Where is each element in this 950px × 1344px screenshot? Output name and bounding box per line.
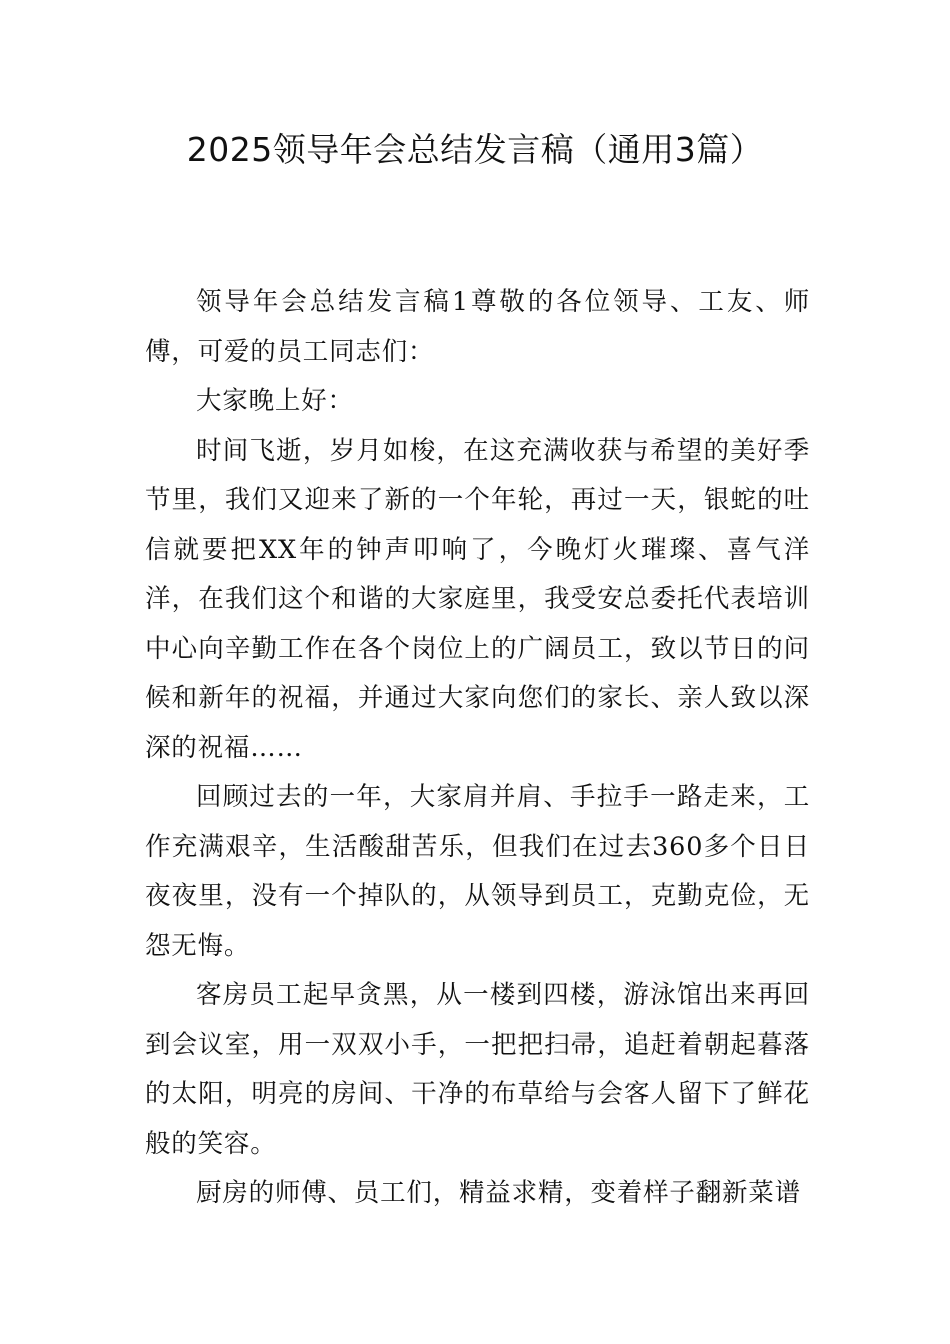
paragraph-salutation: 大家晚上好：: [196, 386, 354, 416]
paragraph-review-year: 回顾过去的一年，大家肩并肩、手拉手一路走来，工作充满艰辛，生活酸甜苦乐，但我们在过去360多个日日夜夜里，没有一个掉队的，从领导到员工，克勤克俭，无怨无悔。: [145, 782, 810, 961]
paragraph-new-year-wishes: 时间飞逝，岁月如梭，在这充满收获与希望的美好季节里，我们又迎来了新的一个年轮，再过一天，银蛇的吐信就要把XX年的钟声叩响了，今晚灯火璀璨、喜气洋洋，在我们这个和谐的大家庭里，我受安总委托代表培训中心向辛勤工作在各个岗位上的广阔员工，致以节日的问候和新年的祝福，并通过大家向您们的家长、亲人致以深深的祝福……: [145, 435, 810, 763]
document-title: 2025领导年会总结发言稿（通用3篇）: [186, 130, 764, 169]
paragraph-greeting: 领导年会总结发言稿1尊敬的各位领导、工友、师傅，可爱的员工同志们：: [145, 287, 810, 367]
document-body: [145, 278, 810, 1219]
paragraph-kitchen: 厨房的师傅、员工们，精益求精，变着样子翻新菜谱: [196, 1178, 801, 1208]
paragraph-housekeeping: 客房员工起早贪黑，从一楼到四楼，游泳馆出来再回到会议室，用一双双小手，一把把扫帚，追赶着朝起暮落的太阳，明亮的房间、干净的布草给与会客人留下了鲜花般的笑容。: [145, 980, 810, 1159]
